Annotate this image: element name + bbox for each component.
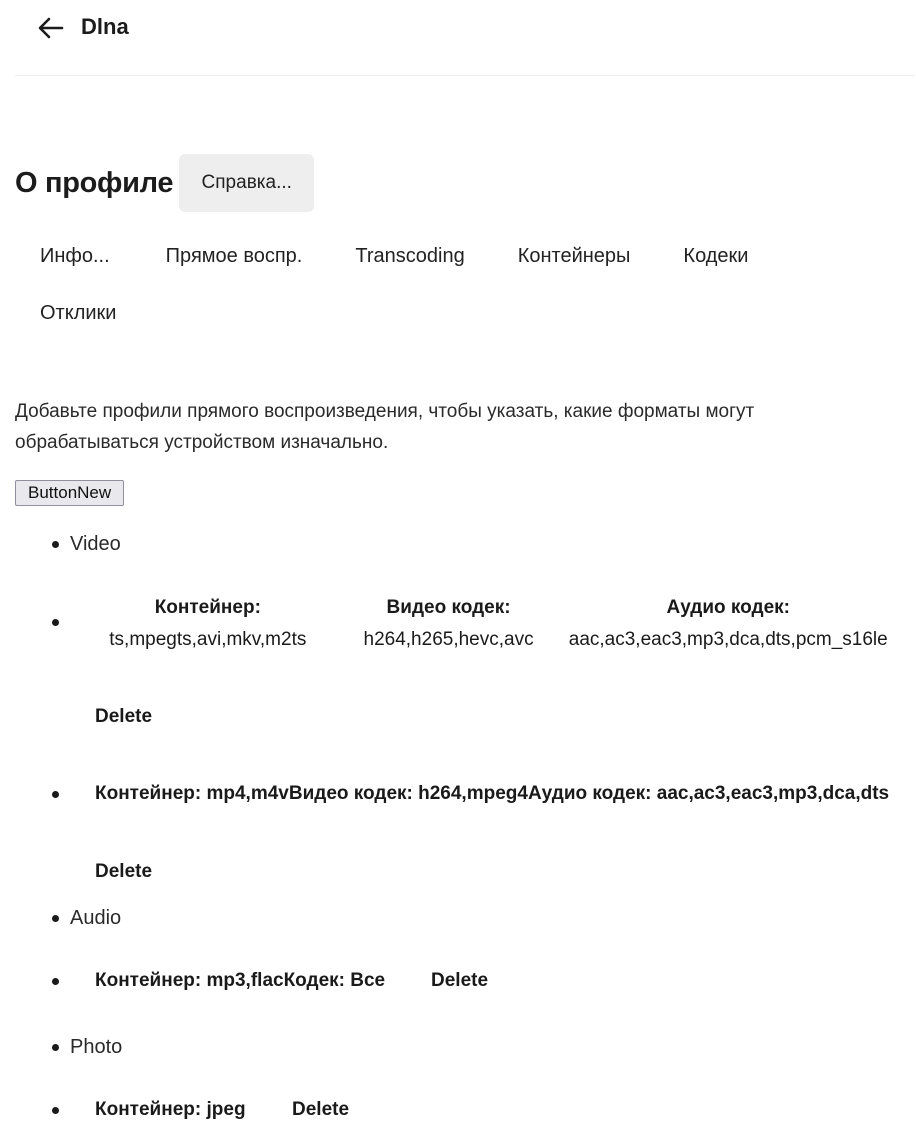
tab-responses[interactable]: Отклики xyxy=(40,302,117,324)
bullet-video-profile-1 xyxy=(52,619,59,626)
profile-tabs xyxy=(15,228,895,342)
list-item-video xyxy=(52,532,121,556)
audio-codec-label: Аудио кодек: xyxy=(666,597,790,618)
help-button[interactable]: Справка... xyxy=(179,154,314,212)
page-title: Dlna xyxy=(81,14,129,39)
list-item-audio xyxy=(52,906,121,930)
section-title: О профиле xyxy=(15,166,174,199)
bullet-photo-profile-1 xyxy=(52,1107,59,1114)
container-value: ts,mpegts,avi,mkv,m2ts xyxy=(109,629,307,650)
video-codec-value: h264,h265,hevc,avc xyxy=(363,629,534,650)
video-profile-1 xyxy=(95,592,895,656)
list-item-photo xyxy=(52,1035,122,1059)
tab-direct-play[interactable]: Прямое воспр. xyxy=(165,245,303,267)
delete-button-video-1[interactable]: Delete xyxy=(95,706,153,727)
audio-codec-column xyxy=(561,592,895,656)
section-header xyxy=(15,154,314,212)
bullet xyxy=(52,978,59,985)
bullet xyxy=(52,791,59,798)
video-codec-label: Видео кодек: xyxy=(386,597,511,618)
direct-play-description: Добавьте профили прямого воспроизведения, чтобы указать, какие форматы могут обрабатываться устройством изначально. xyxy=(15,401,755,453)
photo-profile-1-summary: Контейнер: jpeg xyxy=(95,1099,246,1120)
back-button[interactable] xyxy=(35,12,67,44)
bullet xyxy=(52,1107,59,1114)
category-label-photo: Photo xyxy=(70,1035,123,1058)
tab-transcoding[interactable]: Transcoding xyxy=(355,245,465,267)
video-profile-2-summary: Контейнер: mp4,m4vВидео кодек: h264,mpeg4Аудио кодек: aac,ac3,eac3,mp3,dca,dts xyxy=(95,783,890,804)
arrow-left-icon xyxy=(38,17,64,39)
new-profile-button[interactable]: ButtonNew xyxy=(15,480,124,506)
bullet-audio-profile-1 xyxy=(52,978,59,985)
category-label-video: Video xyxy=(70,532,121,555)
delete-button-audio-1[interactable]: Delete xyxy=(431,970,489,991)
bullet xyxy=(52,1044,59,1051)
tab-containers[interactable]: Контейнеры xyxy=(517,245,631,267)
bullet xyxy=(52,541,59,548)
bullet xyxy=(52,619,59,626)
audio-profile-1-summary: Контейнер: mp3,flacКодек: Все xyxy=(95,970,386,991)
container-column xyxy=(95,592,321,656)
app-header xyxy=(15,0,915,76)
tab-info[interactable]: Инфо... xyxy=(40,245,110,267)
delete-button-photo-1[interactable]: Delete xyxy=(292,1099,350,1120)
video-codec-column xyxy=(341,592,557,656)
bullet xyxy=(52,915,59,922)
container-label: Контейнер: xyxy=(154,597,261,618)
delete-button-video-2[interactable]: Delete xyxy=(95,861,153,882)
tab-codecs[interactable]: Кодеки xyxy=(683,245,749,267)
audio-codec-value: aac,ac3,eac3,mp3,dca,dts,pcm_s16le xyxy=(568,629,888,650)
bullet-video-profile-2 xyxy=(52,791,59,798)
category-label-audio: Audio xyxy=(70,906,122,929)
